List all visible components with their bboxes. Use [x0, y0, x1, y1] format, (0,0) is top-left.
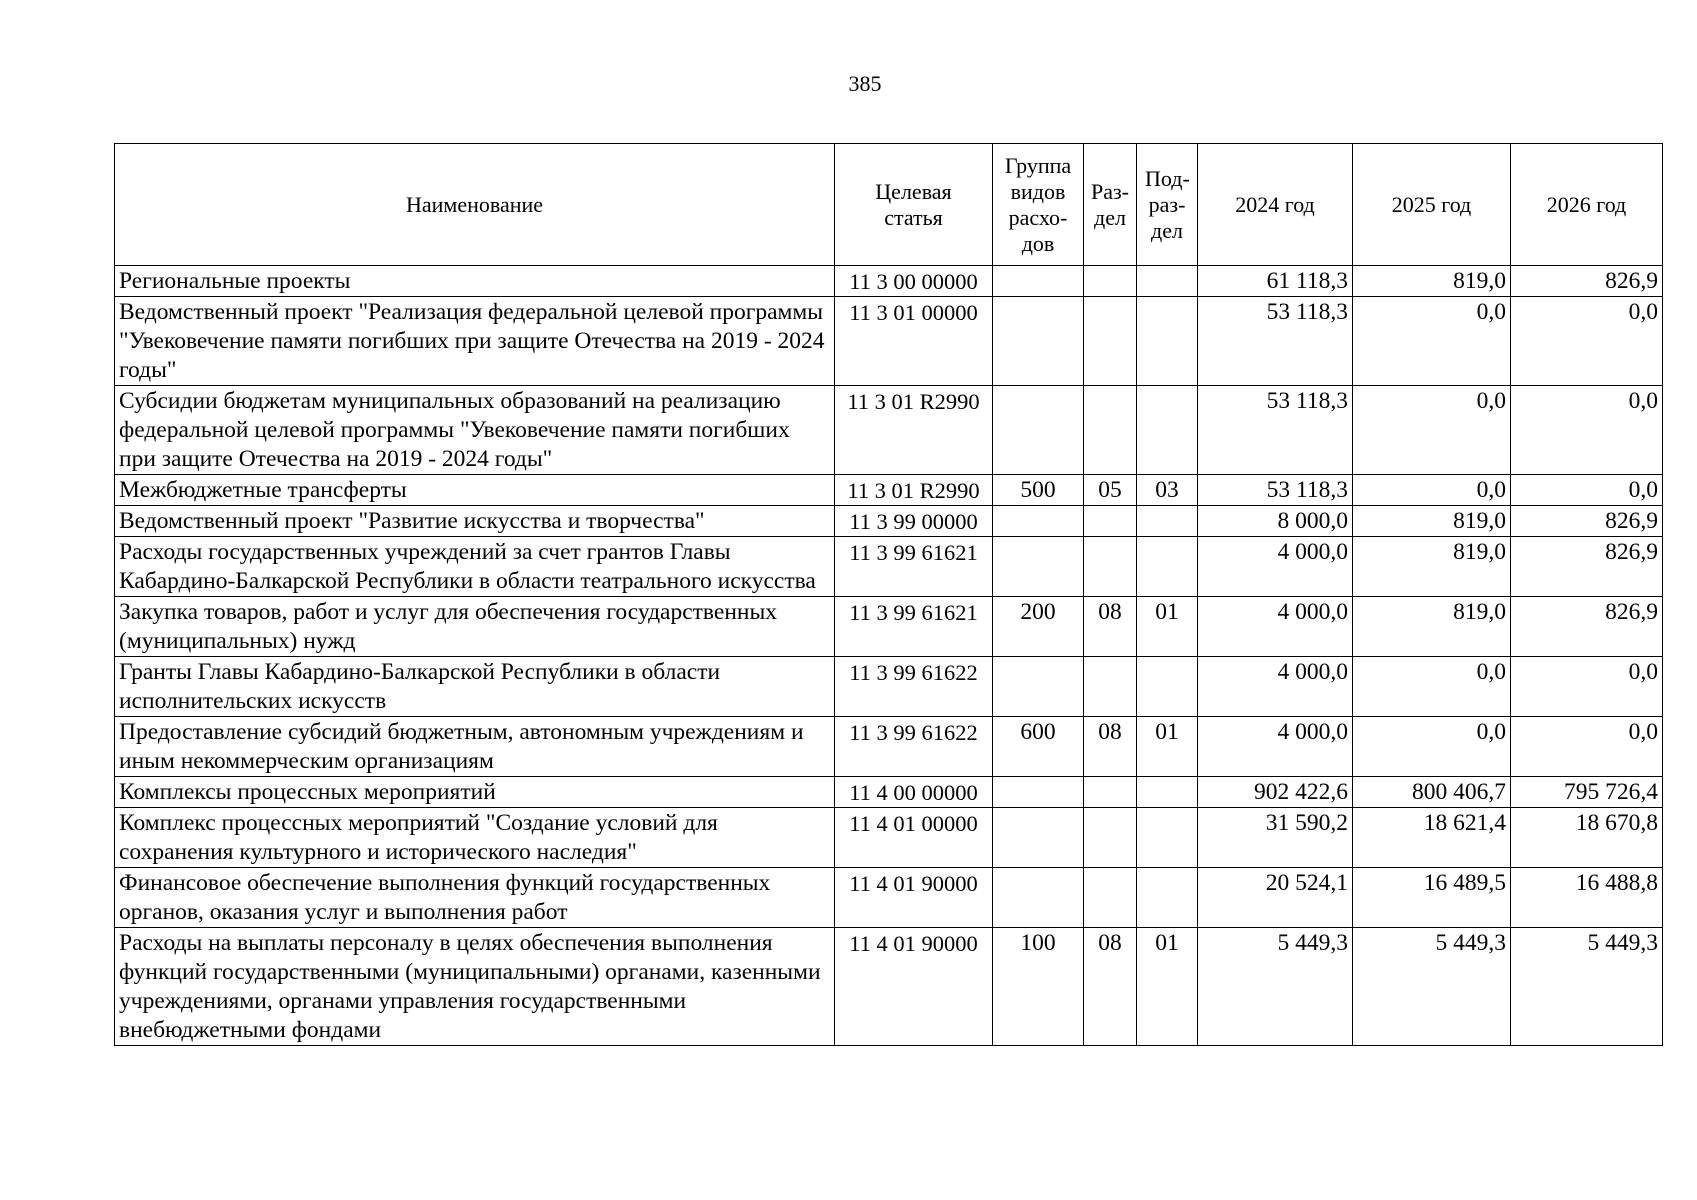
- table-header: [115, 144, 1663, 266]
- cell-subsection: 01: [1137, 928, 1198, 1046]
- cell-name: Комплекс процессных мероприятий "Создание условий для сохранения культурного и исторического наследия": [115, 808, 835, 868]
- cell-section: [1084, 386, 1137, 475]
- cell-2025: 5 449,3: [1353, 928, 1511, 1046]
- cell-name: Межбюджетные трансферты: [115, 475, 835, 506]
- cell-expense-group: [993, 868, 1084, 928]
- cell-2026: 795 726,4: [1511, 777, 1663, 808]
- cell-2026: 5 449,3: [1511, 928, 1663, 1046]
- cell-2025: 819,0: [1353, 266, 1511, 297]
- cell-target-article: 11 3 99 61622: [835, 717, 993, 777]
- header-target-article: [835, 144, 993, 266]
- cell-section: 08: [1084, 928, 1137, 1046]
- cell-2024: 5 449,3: [1198, 928, 1353, 1046]
- cell-name: Региональные проекты: [115, 266, 835, 297]
- cell-2026: 18 670,8: [1511, 808, 1663, 868]
- cell-target-article: 11 3 99 00000: [835, 506, 993, 537]
- cell-2024: 20 524,1: [1198, 868, 1353, 928]
- cell-section: [1084, 657, 1137, 717]
- cell-subsection: [1137, 808, 1198, 868]
- cell-expense-group: [993, 386, 1084, 475]
- cell-expense-group: 500: [993, 475, 1084, 506]
- table-row: [115, 475, 1663, 506]
- cell-name: Расходы на выплаты персоналу в целях обеспечения выполнения функций государственными (муниципальными) органами, казенными учреждениями, органами управления государственными внебюджетными фондами: [115, 928, 835, 1046]
- cell-2024: 4 000,0: [1198, 657, 1353, 717]
- cell-section: [1084, 297, 1137, 386]
- cell-expense-group: [993, 808, 1084, 868]
- table-row: [115, 868, 1663, 928]
- budget-table: [114, 143, 1663, 1046]
- table-body: [115, 266, 1663, 1046]
- cell-section: 08: [1084, 597, 1137, 657]
- cell-2026: 0,0: [1511, 297, 1663, 386]
- cell-2026: 0,0: [1511, 386, 1663, 475]
- cell-expense-group: [993, 266, 1084, 297]
- cell-2025: 18 621,4: [1353, 808, 1511, 868]
- cell-2026: 0,0: [1511, 717, 1663, 777]
- header-row: [115, 144, 1663, 266]
- cell-name: Ведомственный проект "Реализация федеральной целевой программы "Увековечение памяти погибших при защите Отечества на 2019 - 2024 годы": [115, 297, 835, 386]
- cell-2025: 16 489,5: [1353, 868, 1511, 928]
- cell-name: Комплексы процессных мероприятий: [115, 777, 835, 808]
- cell-2025: 819,0: [1353, 537, 1511, 597]
- cell-2025: 0,0: [1353, 386, 1511, 475]
- cell-subsection: [1137, 657, 1198, 717]
- cell-target-article: 11 4 01 00000: [835, 808, 993, 868]
- header-section-text: Раз-дел: [1090, 178, 1130, 230]
- cell-name: Ведомственный проект "Развитие искусства и творчества": [115, 506, 835, 537]
- cell-name: Субсидии бюджетам муниципальных образований на реализацию федеральной целевой программы "Увековечение памяти погибших при защите Отечества на 2019 - 2024 годы": [115, 386, 835, 475]
- cell-2026: 826,9: [1511, 266, 1663, 297]
- table-row: [115, 297, 1663, 386]
- table-row: [115, 928, 1663, 1046]
- cell-2026: 0,0: [1511, 657, 1663, 717]
- cell-2026: 826,9: [1511, 506, 1663, 537]
- cell-2024: 31 590,2: [1198, 808, 1353, 868]
- table-row: [115, 717, 1663, 777]
- cell-2026: 826,9: [1511, 597, 1663, 657]
- cell-section: [1084, 777, 1137, 808]
- cell-2024: 53 118,3: [1198, 297, 1353, 386]
- cell-expense-group: [993, 537, 1084, 597]
- table-row: [115, 597, 1663, 657]
- cell-2025: 819,0: [1353, 597, 1511, 657]
- cell-target-article: 11 4 01 90000: [835, 928, 993, 1046]
- cell-target-article: 11 3 99 61621: [835, 537, 993, 597]
- cell-section: [1084, 266, 1137, 297]
- cell-target-article: 11 3 01 R2990: [835, 475, 993, 506]
- cell-subsection: 01: [1137, 717, 1198, 777]
- cell-target-article: 11 3 01 R2990: [835, 386, 993, 475]
- cell-2024: 61 118,3: [1198, 266, 1353, 297]
- cell-2024: 4 000,0: [1198, 717, 1353, 777]
- cell-2024: 8 000,0: [1198, 506, 1353, 537]
- cell-2026: 0,0: [1511, 475, 1663, 506]
- cell-subsection: 03: [1137, 475, 1198, 506]
- cell-2025: 0,0: [1353, 475, 1511, 506]
- table-row: [115, 386, 1663, 475]
- header-year-2026: 2026 год: [1511, 144, 1663, 266]
- cell-target-article: 11 4 01 90000: [835, 868, 993, 928]
- cell-2025: 0,0: [1353, 717, 1511, 777]
- cell-2026: 16 488,8: [1511, 868, 1663, 928]
- cell-expense-group: [993, 777, 1084, 808]
- cell-2024: 4 000,0: [1198, 597, 1353, 657]
- table-row: [115, 657, 1663, 717]
- cell-2025: 800 406,7: [1353, 777, 1511, 808]
- cell-section: 08: [1084, 717, 1137, 777]
- cell-2025: 0,0: [1353, 297, 1511, 386]
- cell-2024: 4 000,0: [1198, 537, 1353, 597]
- cell-section: [1084, 537, 1137, 597]
- cell-expense-group: 200: [993, 597, 1084, 657]
- cell-section: [1084, 506, 1137, 537]
- cell-2024: 53 118,3: [1198, 386, 1353, 475]
- cell-name: Финансовое обеспечение выполнения функций государственных органов, оказания услуг и выполнения работ: [115, 868, 835, 928]
- cell-target-article: 11 4 00 00000: [835, 777, 993, 808]
- cell-2024: 53 118,3: [1198, 475, 1353, 506]
- header-expense-group: [993, 144, 1084, 266]
- cell-2024: 902 422,6: [1198, 777, 1353, 808]
- cell-2026: 826,9: [1511, 537, 1663, 597]
- cell-section: [1084, 868, 1137, 928]
- cell-subsection: [1137, 297, 1198, 386]
- table-row: [115, 537, 1663, 597]
- cell-expense-group: [993, 506, 1084, 537]
- cell-expense-group: 600: [993, 717, 1084, 777]
- cell-2025: 0,0: [1353, 657, 1511, 717]
- table-row: [115, 777, 1663, 808]
- cell-name: Закупка товаров, работ и услуг для обеспечения государственных (муниципальных) нужд: [115, 597, 835, 657]
- cell-expense-group: 100: [993, 928, 1084, 1046]
- header-name: Наименование: [115, 144, 835, 266]
- cell-subsection: [1137, 777, 1198, 808]
- table-row: [115, 266, 1663, 297]
- cell-subsection: [1137, 868, 1198, 928]
- cell-name: Гранты Главы Кабардино-Балкарской Республики в области исполнительских искусств: [115, 657, 835, 717]
- page-number: 385: [848, 71, 882, 96]
- cell-name: Предоставление субсидий бюджетным, автономным учреждениям и иным некоммерческим организациям: [115, 717, 835, 777]
- table-row: [115, 808, 1663, 868]
- cell-subsection: [1137, 386, 1198, 475]
- cell-subsection: [1137, 506, 1198, 537]
- header-year-2024: 2024 год: [1198, 144, 1353, 266]
- cell-expense-group: [993, 657, 1084, 717]
- header-expense-group-text: Группа видов расхо-дов: [1004, 152, 1072, 256]
- cell-target-article: 11 3 00 00000: [835, 266, 993, 297]
- header-target-article-text: Целевая статья: [875, 178, 952, 230]
- cell-subsection: 01: [1137, 597, 1198, 657]
- cell-section: 05: [1084, 475, 1137, 506]
- header-subsection: [1137, 144, 1198, 266]
- cell-subsection: [1137, 266, 1198, 297]
- cell-name: Расходы государственных учреждений за счет грантов Главы Кабардино-Балкарской Республики в области театрального искусства: [115, 537, 835, 597]
- cell-target-article: 11 3 99 61622: [835, 657, 993, 717]
- cell-target-article: 11 3 01 00000: [835, 297, 993, 386]
- header-subsection-text: Под-раз-дел: [1145, 165, 1190, 243]
- cell-2025: 819,0: [1353, 506, 1511, 537]
- table-row: [115, 506, 1663, 537]
- header-section: [1084, 144, 1137, 266]
- cell-target-article: 11 3 99 61621: [835, 597, 993, 657]
- cell-expense-group: [993, 297, 1084, 386]
- header-year-2025: 2025 год: [1353, 144, 1511, 266]
- cell-subsection: [1137, 537, 1198, 597]
- cell-section: [1084, 808, 1137, 868]
